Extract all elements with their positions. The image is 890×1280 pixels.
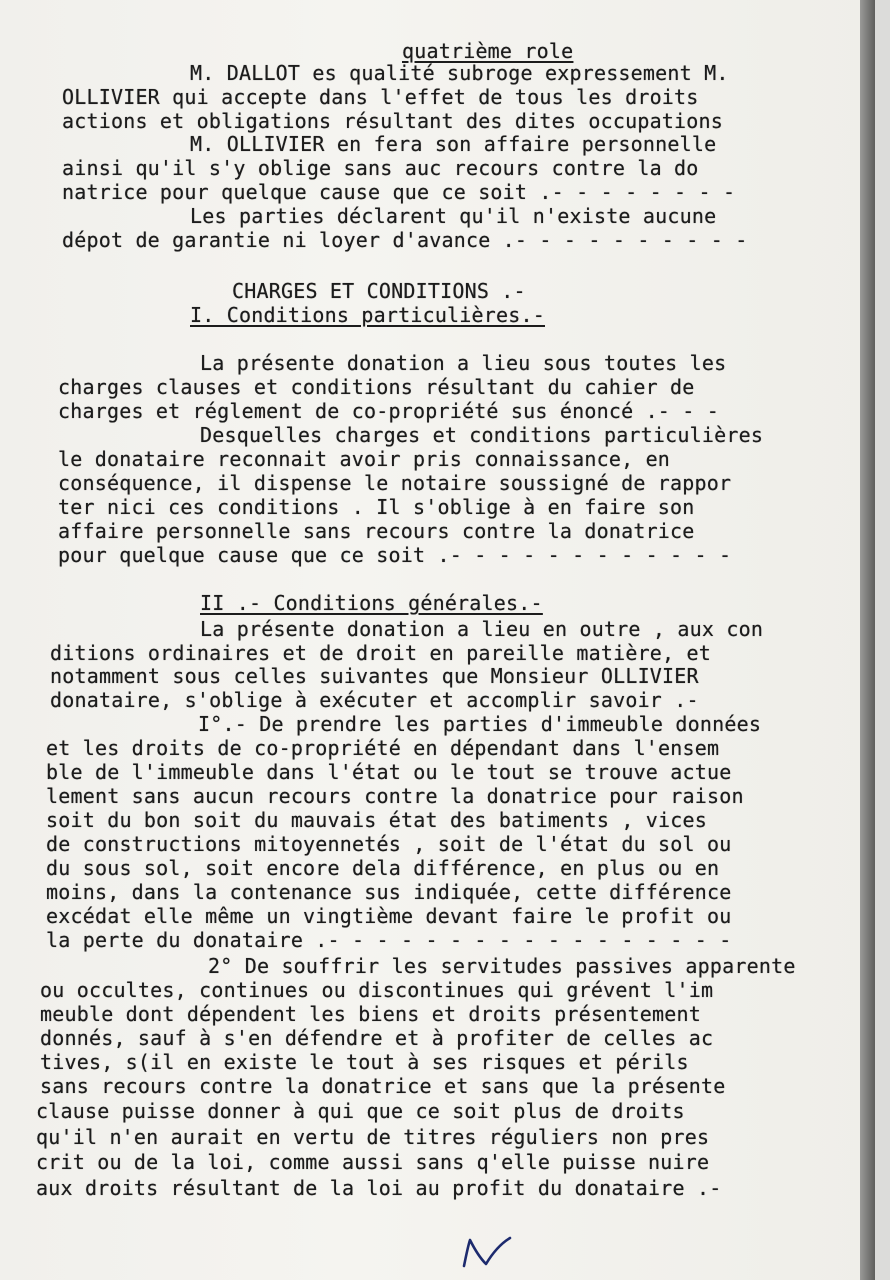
page-edge-shadow: [860, 0, 875, 1280]
part2-line: et les droits de co-propriété en dépendant dans l'ensem: [46, 736, 720, 760]
part1-line: charges et réglement de co-propriété sus énoncé .- - -: [58, 399, 720, 423]
part1-line: Desquelles charges et conditions particulières: [200, 423, 764, 447]
part2-line: qu'il n'en aurait en vertu de titres réguliers non pres: [36, 1125, 710, 1149]
part1-line: ter nici ces conditions . Il s'oblige à en faire son: [58, 495, 695, 519]
part2-line: excédat elle même un vingtième devant faire le profit ou: [46, 904, 732, 928]
part2-line: clause puisse donner à qui que ce soit plus de droits: [36, 1099, 685, 1123]
intro-line: M. OLLIVIER en fera son affaire personnelle: [190, 132, 717, 156]
part1-line: pour quelque cause que ce soit .- - - - - - - - - - - -: [58, 543, 732, 567]
part2-line: crit ou de la loi, comme aussi sans q'elle puisse nuire: [36, 1150, 710, 1174]
part2-line: sans recours contre la donatrice et sans que la présente: [40, 1074, 726, 1098]
part2-line: I°.- De prendre les parties d'immeuble données: [198, 712, 762, 736]
part2-line: aux droits résultant de la loi au profit du donataire .-: [36, 1176, 722, 1200]
intro-line: dépot de garantie ni loyer d'avance .- - - - - - - - - -: [62, 228, 748, 252]
page-heading: quatrième role: [402, 39, 574, 63]
part1-line: conséquence, il dispense le notaire soussigné de rappor: [58, 471, 732, 495]
part1-line: La présente donation a lieu sous toutes les: [200, 351, 727, 375]
part2-line: 2° De souffrir les servitudes passives apparente: [208, 954, 796, 978]
part2-line: de constructions mitoyennetés , soit de l'état du sol ou: [46, 832, 732, 856]
part2-line: la perte du donataire .- - - - - - - - - - - - - - - - -: [46, 928, 732, 952]
part1-line: charges clauses et conditions résultant du cahier de: [58, 375, 695, 399]
part2-line: ditions ordinaires et de droit en pareille matière, et: [50, 641, 712, 665]
part2-line: du sous sol, soit encore dela différence, en plus ou en: [46, 856, 720, 880]
part2-line: moins, dans la contenance sus indiquée, cette différence: [46, 880, 732, 904]
part1-title: I. Conditions particulières.-: [190, 303, 545, 327]
part2-line: ble de l'immeuble dans l'état ou le tout se trouve actue: [46, 760, 732, 784]
part2-line: La présente donation a lieu en outre , aux con: [200, 617, 764, 641]
part2-line: lement sans aucun recours contre la donatrice pour raison: [46, 784, 744, 808]
handwritten-initials: [458, 1232, 518, 1272]
part2-line: tives, s(il en existe le tout à ses risques et périls: [40, 1050, 689, 1074]
part2-title: II .- Conditions générales.-: [200, 591, 543, 615]
intro-line: natrice pour quelque cause que ce soit .- - - - - - - -: [62, 180, 736, 204]
part1-line: le donataire reconnait avoir pris connaissance, en: [58, 447, 671, 471]
intro-line: Les parties déclarent qu'il n'existe aucune: [190, 204, 717, 228]
section-title: CHARGES ET CONDITIONS .-: [232, 279, 526, 303]
intro-line: M. DALLOT es qualité subroge expressement M.: [190, 61, 729, 85]
intro-line: actions et obligations résultant des dites occupations: [62, 109, 724, 133]
intro-line: ainsi qu'il s'y oblige sans auc recours contre la do: [62, 156, 699, 180]
part2-line: ou occultes, continues ou discontinues qui grévent l'im: [40, 978, 714, 1002]
part2-line: meuble dont dépendent les biens et droits présentement: [40, 1002, 702, 1026]
part2-line: donnés, sauf à s'en défendre et à profiter de celles ac: [40, 1026, 714, 1050]
part1-line: affaire personnelle sans recours contre la donatrice: [58, 519, 695, 543]
part2-line: donataire, s'oblige à exécuter et accomplir savoir .-: [50, 688, 699, 712]
part2-line: soit du bon soit du mauvais état des batiments , vices: [46, 808, 708, 832]
part2-line: notamment sous celles suivantes que Monsieur OLLIVIER: [50, 664, 699, 688]
intro-line: OLLIVIER qui accepte dans l'effet de tous les droits: [62, 85, 699, 109]
